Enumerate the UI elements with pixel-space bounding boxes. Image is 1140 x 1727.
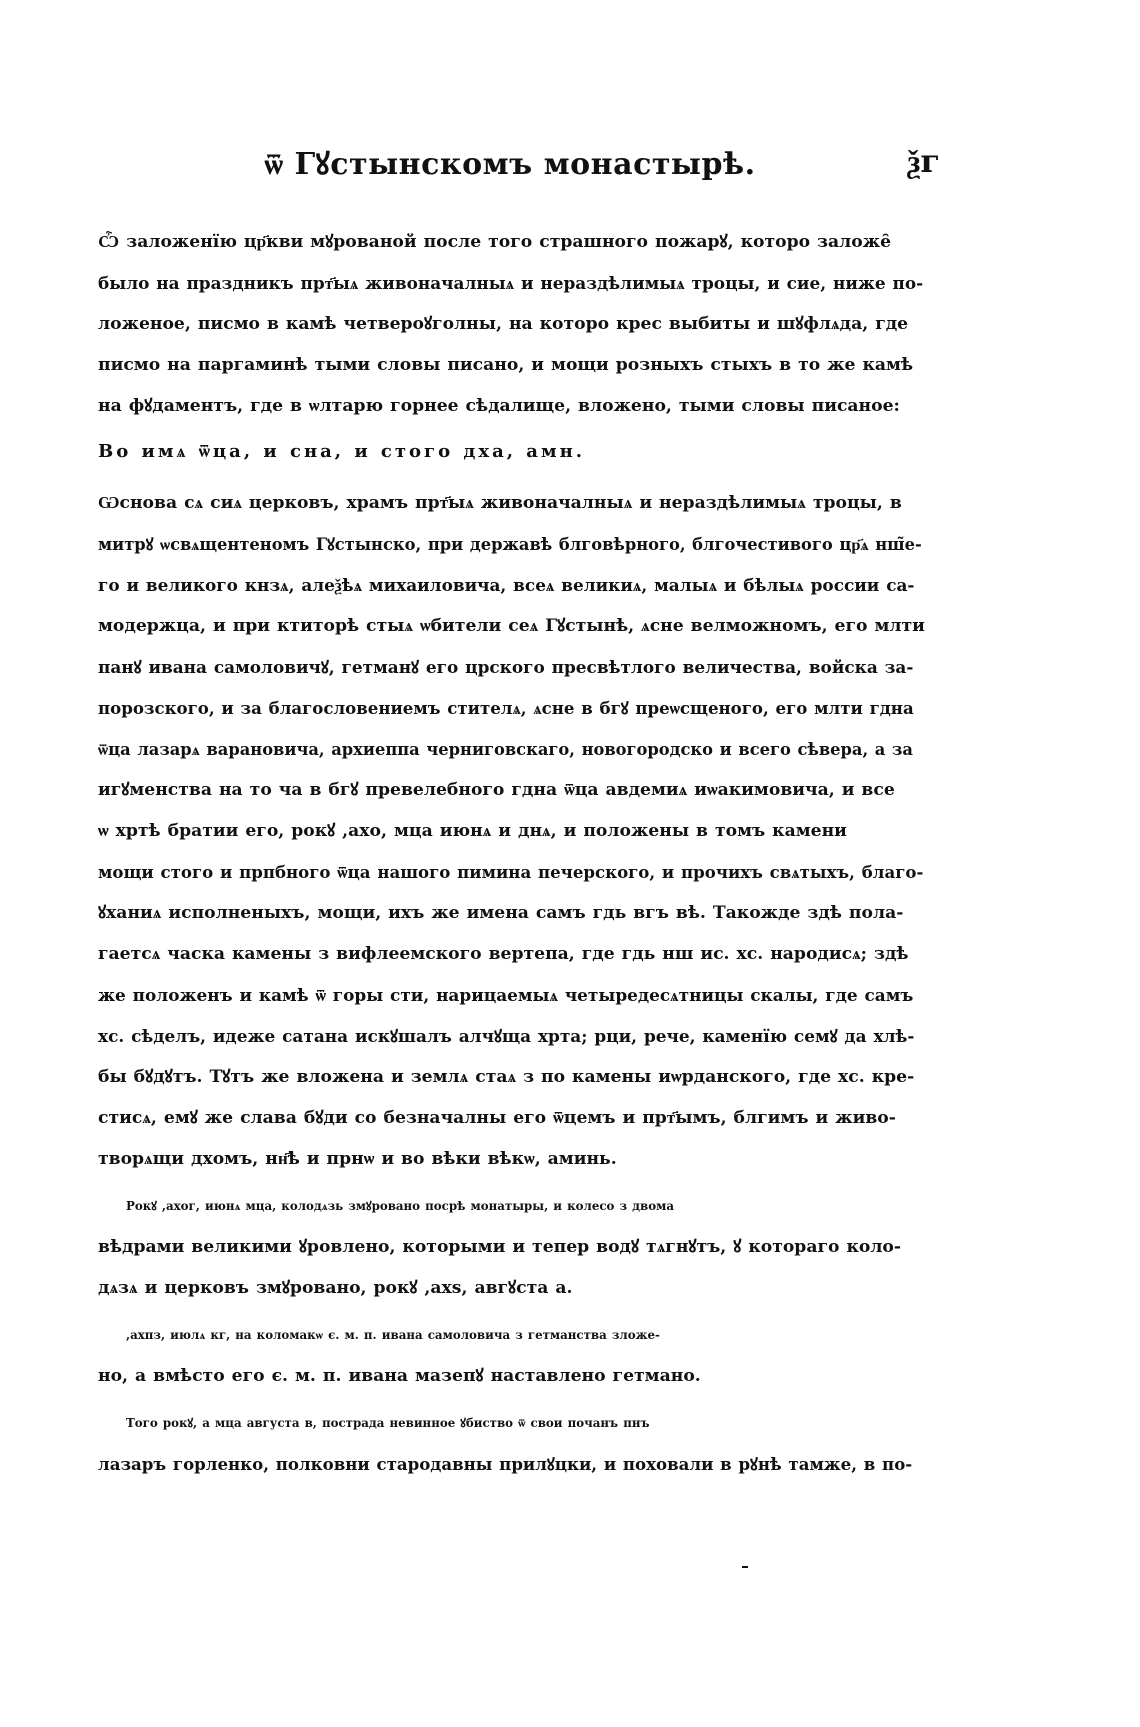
page-title: ѿ Гꙋстынскомъ монастырѣ. — [264, 147, 756, 182]
paragraph-gorlenko — [98, 1403, 924, 1485]
text-line: творѧщи дхомъ, нн҃ѣ и прнѡ и во вѣки вѣкѡ, аминь. — [98, 1149, 617, 1169]
text-line: го и великого кнзѧ, алеѯѣѧ михаиловича, всеѧ великиѧ, малыѧ и бѣлыѧ россии са- — [98, 575, 915, 595]
text-line: ѡ хртѣ братии его, рокꙋ ,ахо, мца июнѧ и днѧ, и положены в томъ камени — [98, 821, 847, 841]
paragraph-hetman — [98, 1315, 924, 1397]
text-line: но, а вмѣсто его є. м. п. ивана мазепꙋ наставлено гетмано. — [98, 1366, 701, 1386]
text-line: ложеное, писмо в камѣ четвероꙋголны, на которо крес выбиты и шꙋфлѧда, где — [98, 314, 909, 334]
text-line: Ѽ заложенїю цр҃кви мꙋрованой после того страшного пожарꙋ, которо заложе̑ — [98, 232, 892, 252]
body-text — [98, 222, 924, 1485]
paragraph-well — [98, 1186, 924, 1309]
text-line: дѧзѧ и церковъ змꙋровано, рокꙋ ,ахѕ, авгꙋста а. — [98, 1278, 573, 1298]
text-line: игꙋменства на то ча в бгꙋ превелебного гдна ѿца авдемиѧ иѡакимовича, и все — [98, 780, 895, 800]
page-mark — [742, 1566, 748, 1568]
invocation-line: Во имѧ ѿца, и сна, и стого дха, амн. — [98, 441, 586, 462]
text-line: порозского, и за благословениемъ стителѧ, ѧсне в бгꙋ преѡсщеного, его млти гдна — [98, 698, 914, 718]
text-line: Ѡснова сѧ сиѧ церковъ, храмъ прт҃ыѧ живоначалныѧ и нераздѣлимыѧ троцы, в — [98, 493, 902, 513]
text-line: хс. сѣделъ, идеже сатана искꙋшалъ алчꙋща хрта; рци, рече, каменїю семꙋ да хлѣ- — [98, 1026, 915, 1046]
paragraph-dedication — [98, 222, 924, 427]
running-header — [80, 142, 940, 198]
text-line: лазаръ горленко, полковни стародавны прилꙋцки, и поховали в рꙋнѣ тамже, в по- — [98, 1454, 913, 1474]
text-line: было на праздникъ прт҃ыѧ живоначалныѧ и нераздѣлимыѧ троцы, и сие, ниже по- — [98, 273, 924, 293]
text-line: стисѧ, емꙋ же слава бꙋди со безначалны его ѿцемъ и прт҃ымъ, блгимъ и живо- — [98, 1108, 896, 1128]
text-line: же положенъ и камѣ ѿ горы сти, нарицаемыѧ четыредесѧтницы скалы, где самъ — [98, 985, 914, 1005]
text-line: модержца, и при ктиторѣ стыѧ ѡбители сеѧ Гꙋстынѣ, ѧсне велможномъ, его млти — [98, 616, 925, 636]
text-line: на фꙋдаментъ, где в ѡлтарю горнее сѣдалище, вложено, тыми словы писаное: — [98, 396, 900, 416]
text-line: бы бꙋдꙋтъ. Тꙋтъ же вложена и землѧ стаѧ з по камены иѡрданского, где хс. кре- — [98, 1067, 915, 1087]
text-line: вѣдрами великими ꙋровлено, которыми и тепер водꙋ тѧгнꙋтъ, ꙋ котораго коло- — [98, 1237, 902, 1257]
text-line: митрꙋ ѡсвѧщентеномъ Гꙋстынско, при державѣ блговѣрного, блгочестивого цр҃ѧ нш̃е- — [98, 535, 922, 554]
text-line: ,ахпз, июлѧ кг, на коломакѡ є. м. п. ивана самоловича з гетманства зложе- — [126, 1328, 660, 1342]
page-number: ѯг — [907, 142, 940, 180]
text-line: Рокꙋ ,ахог, июнѧ мца, колодѧзь змꙋровано посрѣ монатыры, и колесо з двома — [126, 1199, 674, 1213]
text-line: панꙋ ивана самоловичꙋ, гетманꙋ его црского пресвѣтлого величества, войска за- — [98, 657, 914, 677]
text-line: мощи стого и прпбного ѿца нашого пимина печерского, и прочихъ свѧтыхъ, благо- — [98, 862, 924, 882]
text-line: Того рокꙋ, а мца августа в, пострада невинное ꙋбиство ѿ свои почанъ пнъ — [126, 1416, 650, 1430]
paragraph-foundation — [98, 483, 924, 1180]
text-line: ꙋханиѧ исполненыхъ, мощи, ихъ же имена самъ гдь вгъ вѣ. Такожде здѣ пола- — [98, 903, 904, 923]
text-line: гаетсѧ часка камены з вифлеемского вертепа, где гдь нш ис. хс. народисѧ; здѣ — [98, 944, 909, 964]
text-line: писмо на паргаминѣ тыми словы писано, и мощи розныхъ стыхъ в то же камѣ — [98, 355, 914, 375]
text-line: ѿца лазарѧ варановича, архиеппа черниговскаго, новогородско и всего сѣвера, а за — [98, 740, 913, 759]
